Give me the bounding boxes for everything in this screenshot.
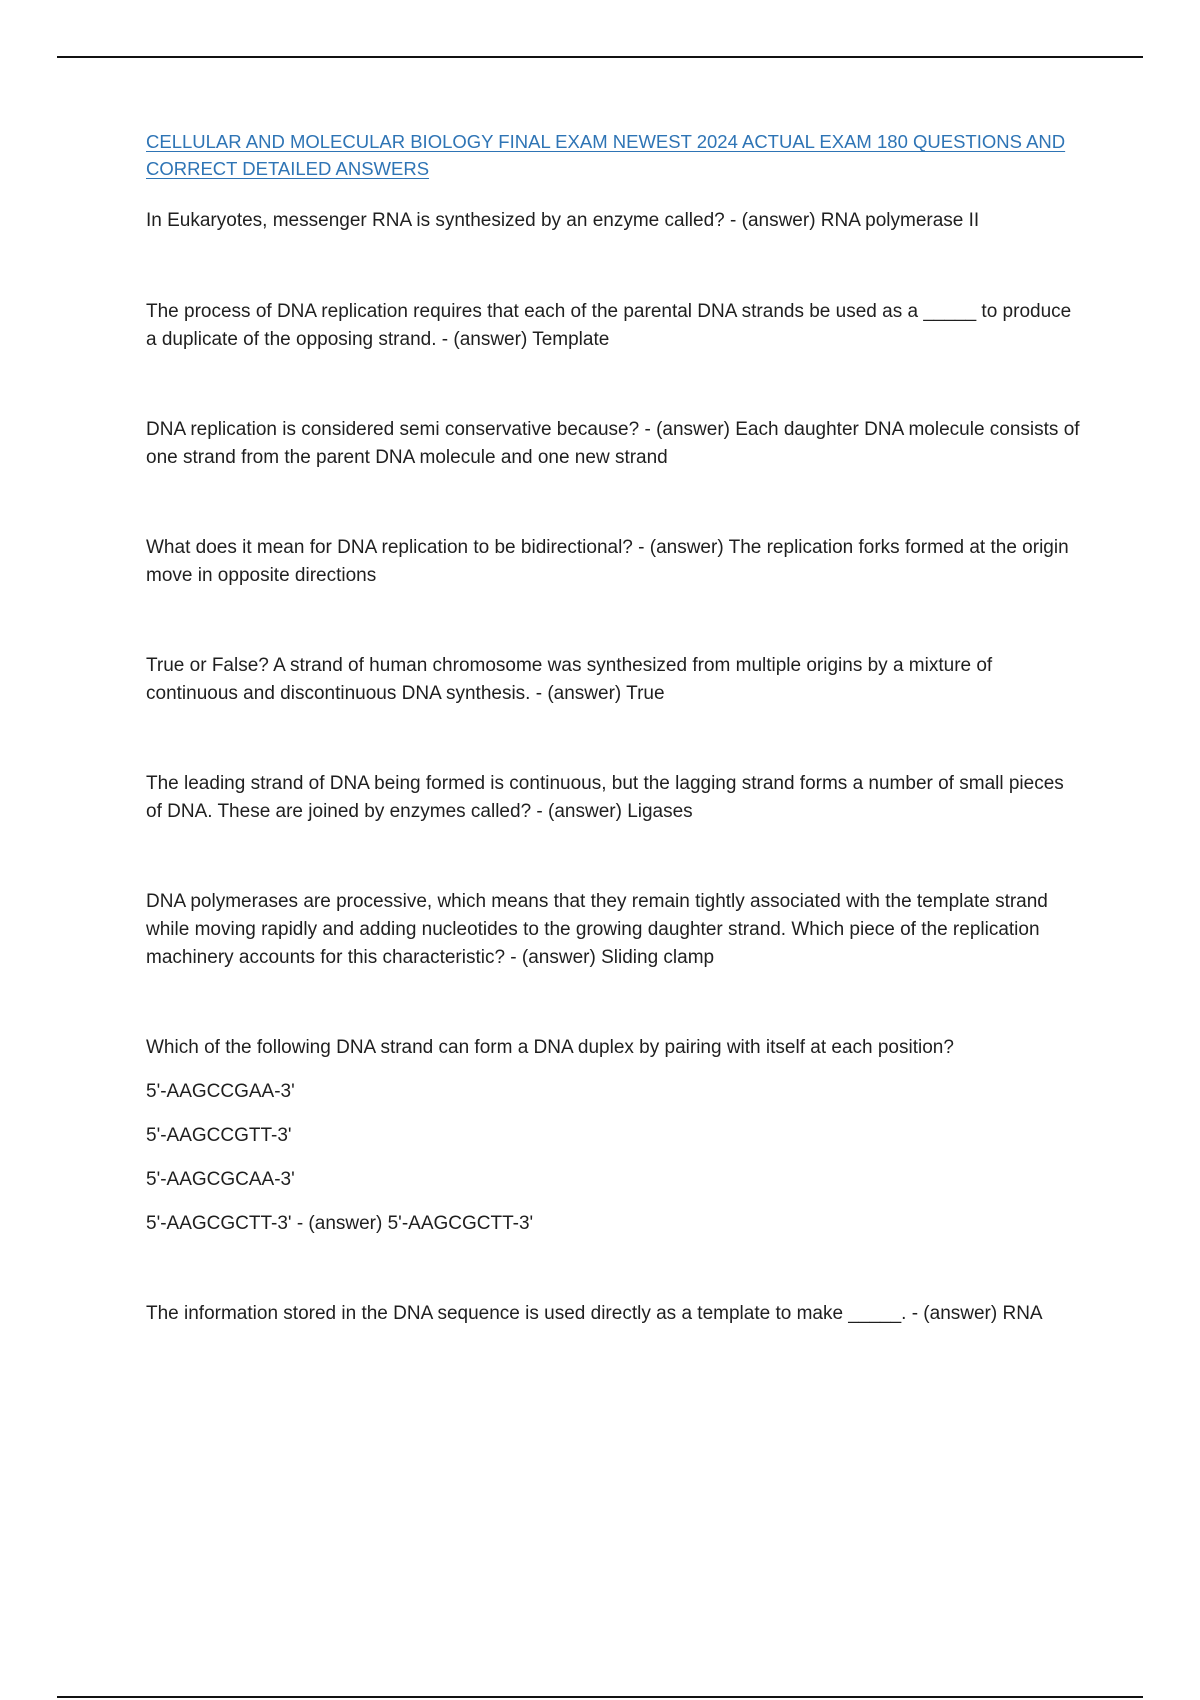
qa-item-1: In Eukaryotes, messenger RNA is synthesized by an enzyme called? - (answer) RNA polymerase II [146,210,980,231]
qa-item-last: The information stored in the DNA sequence is used directly as a template to make _____. - (answer) RNA [146,1303,1043,1324]
document-title: CELLULAR AND MOLECULAR BIOLOGY FINAL EXAM NEWEST 2024 ACTUAL EXAM 180 QUESTIONS AND CORRECT DETAILED ANSWERS [146,131,1066,179]
header-rule [57,56,1143,58]
qa-item-7: DNA polymerases are processive, which means that they remain tightly associated with the template strand while moving rapidly and adding nucleotides to the growing daughter strand. Which piece of the replication machinery accounts for this characteristic? - (answer) Sliding clamp [146,891,1048,968]
qa-item-4: What does it mean for DNA replication to be bidirectional? - (answer) The replication forks formed at the origin move in opposite directions [146,537,1069,586]
mcq-question: Which of the following DNA strand can form a DNA duplex by pairing with itself at each position? [146,1037,954,1058]
mcq-option-2: 5'-AAGCCGTT-3' [146,1125,292,1146]
qa-item-6: The leading strand of DNA being formed is continuous, but the lagging strand forms a number of small pieces of DNA. These are joined by enzymes called? - (answer) Ligases [146,773,1064,822]
qa-item-5: True or False? A strand of human chromosome was synthesized from multiple origins by a mixture of continuous and discontinuous DNA synthesis. - (answer) True [146,655,993,704]
footer-rule [57,1696,1143,1698]
mcq-option-1: 5'-AAGCCGAA-3' [146,1081,295,1102]
mcq-option-3: 5'-AAGCGCAA-3' [146,1169,295,1190]
qa-item-2: The process of DNA replication requires that each of the parental DNA strands be used as a _____ to produce a duplicate of the opposing strand. - (answer) Template [146,301,1072,350]
qa-item-3: DNA replication is considered semi conservative because? - (answer) Each daughter DNA molecule consists of one strand from the parent DNA molecule and one new strand [146,419,1080,468]
mcq-option-4: 5'-AAGCGCTT-3' - (answer) 5'-AAGCGCTT-3' [146,1213,534,1234]
document-body [146,128,1082,1390]
